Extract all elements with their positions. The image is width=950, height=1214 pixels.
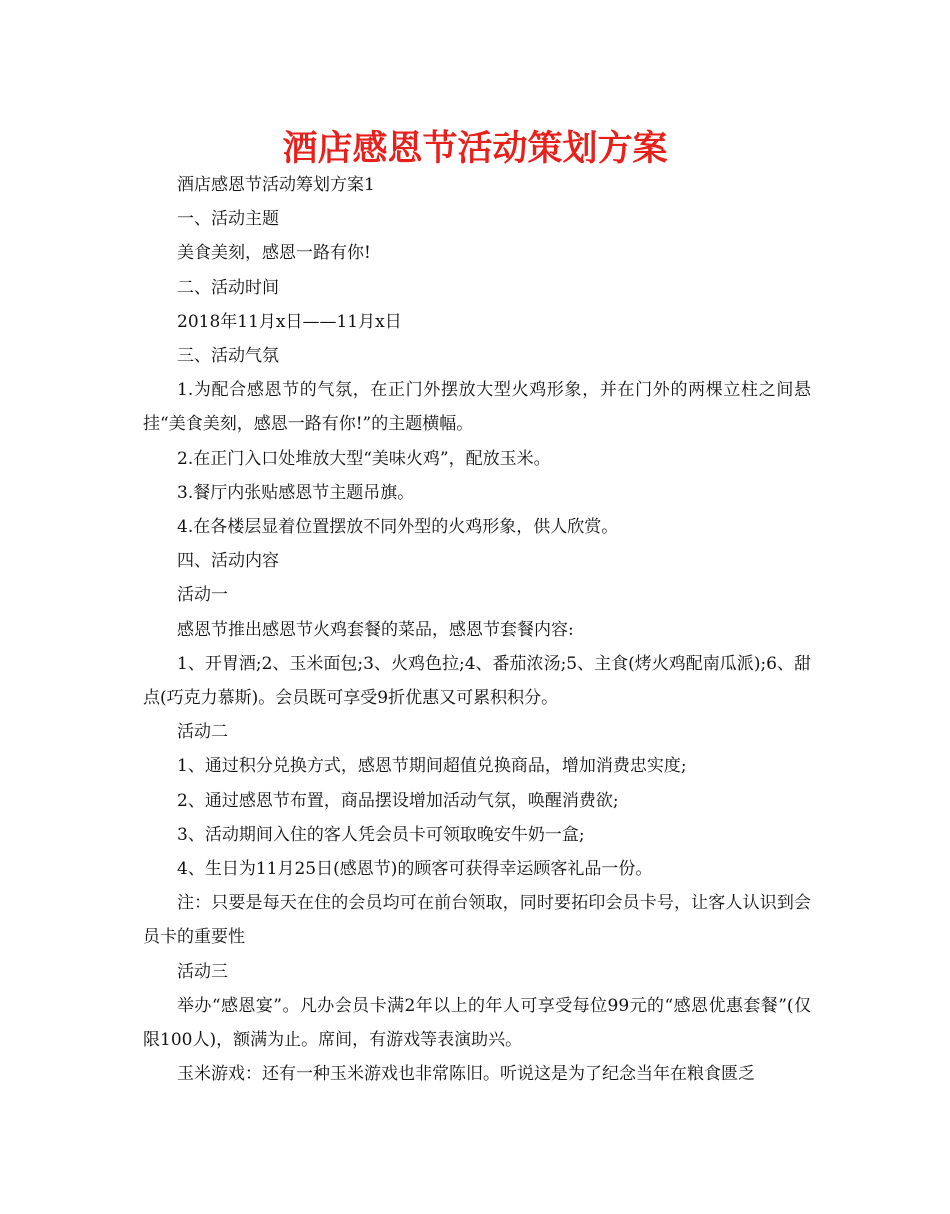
section-heading: 一、活动主题 [177, 209, 279, 230]
paragraph: 酒店感恩节活动筹划方案1 [177, 175, 375, 195]
paragraph: 2、通过感恩节布置，商品摆设增加活动气氛，唤醒消费欲; [177, 790, 619, 811]
subsection-heading: 活动一 [177, 585, 228, 606]
paragraph: 3、活动期间入住的客人凭会员卡可领取晚安牛奶一盒; [177, 824, 585, 845]
paragraph: 1、开胃酒;2、玉米面包;3、火鸡色拉;4、番茄浓汤;5、主食(烤火鸡配南瓜派);6、甜点(巧克力慕斯)。会员既可享受9折优惠又可累积积分。 [143, 653, 811, 709]
paragraph: 4、生日为11月25日(感恩节)的顾客可获得幸运顾客礼品一份。 [177, 859, 653, 880]
section-heading: 二、活动时间 [177, 277, 279, 298]
paragraph: 1.为配合感恩节的气氛，在正门外摆放大型火鸡形象，并在门外的两棵立柱之间悬挂“美食美刻，感恩一路有你!”的主题横幅。 [143, 380, 811, 435]
subsection-heading: 活动三 [177, 961, 228, 982]
section-heading: 四、活动内容 [177, 551, 279, 572]
paragraph: 玉米游戏：还有一种玉米游戏也非常陈旧。听说这是为了纪念当年在粮食匮乏 [177, 1064, 755, 1085]
document-title: 酒店感恩节活动策划方案 [282, 129, 668, 169]
paragraph: 美食美刻，感恩一路有你! [177, 243, 371, 264]
paragraph: 感恩节推出感恩节火鸡套餐的菜品，感恩节套餐内容: [177, 619, 574, 640]
document-body [143, 168, 811, 1091]
paragraph: 2.在正门入口处堆放大型“美味火鸡”，配放玉米。 [177, 448, 551, 469]
section-heading: 三、活动气氛 [177, 346, 279, 367]
paragraph: 举办“感恩宴”。凡办会员卡满2年以上的年人可享受每位99元的“感恩优惠套餐”(仅限100人)，额满为止。席间，有游戏等表演助兴。 [143, 995, 811, 1051]
subsection-heading: 活动二 [177, 722, 228, 743]
paragraph: 1、通过积分兑换方式，感恩节期间超值兑换商品，增加消费忠实度; [177, 756, 687, 777]
paragraph: 4.在各楼层显着位置摆放不同外型的火鸡形象，供人欣赏。 [177, 517, 619, 538]
paragraph: 2018年11月x日——11月x日 [177, 311, 402, 332]
paragraph: 3.餐厅内张贴感恩节主题吊旗。 [177, 482, 415, 503]
note-paragraph: 注：只要是每天在住的会员均可在前台领取，同时要拓印会员卡号，让客人认识到会员卡的重要性 [143, 893, 811, 948]
